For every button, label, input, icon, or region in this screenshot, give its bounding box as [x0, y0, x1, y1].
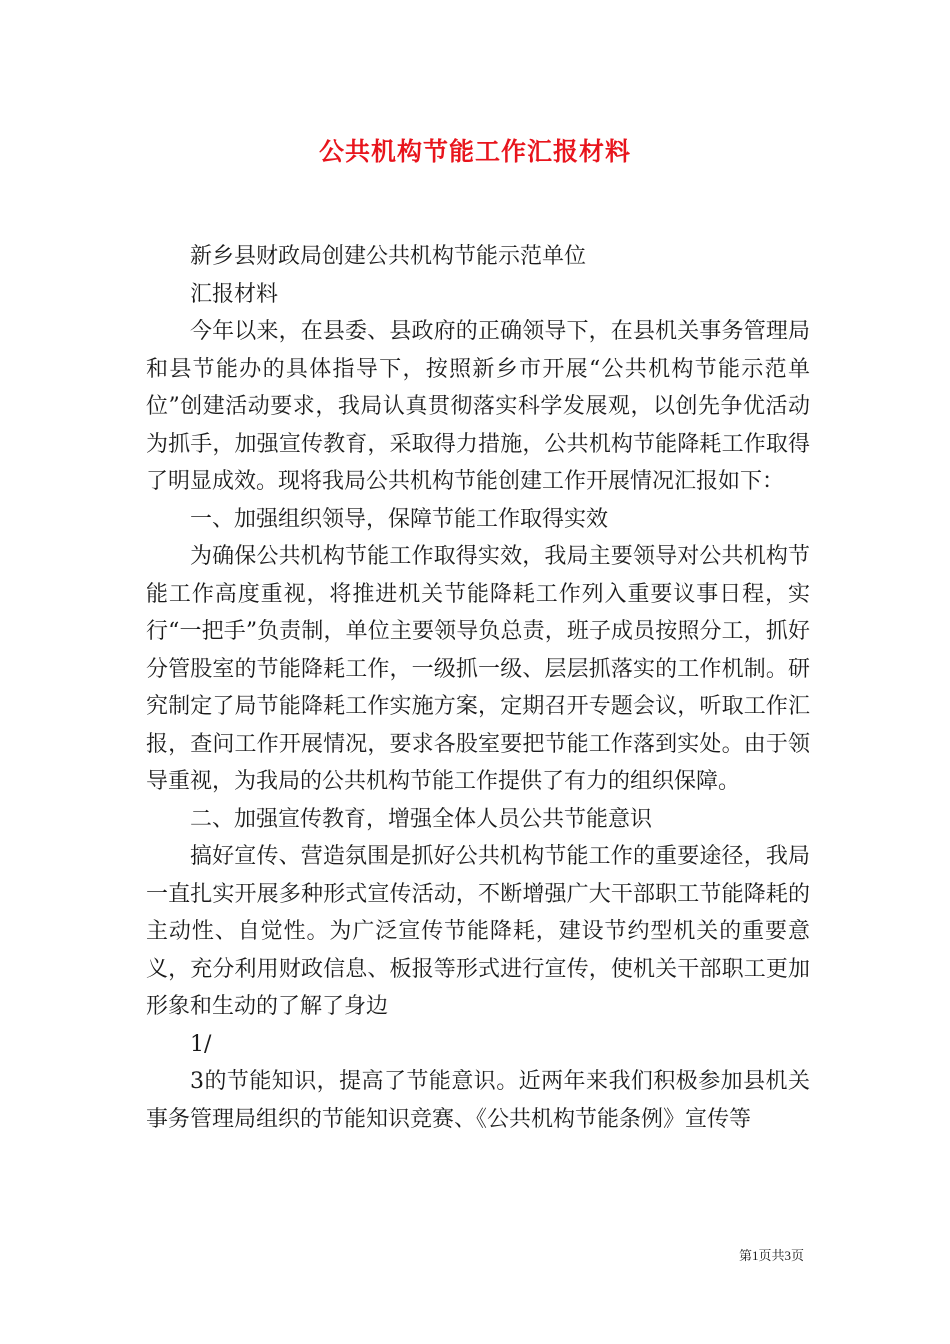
paragraph-section-2: 搞好宣传、营造氛围是抓好公共机构节能工作的重要途径，我局一直扎实开展多种形式宣传活动，不断增强广大干部职工节能降耗的主动性、自觉性。为广泛宣传节能降耗，建设节约型机关的重要意义，充分利用财政信息、板报等形式进行宣传，使机关干部职工更加形象和生动的了解了身边 [146, 844, 810, 1019]
paragraph-subtitle-2: 汇报材料 [190, 281, 279, 307]
paragraph-section-1: 为确保公共机构节能工作取得实效，我局主要领导对公共机构节能工作高度重视，将推进机关节能降耗工作列入重要议事日程，实行“一把手”负责制，单位主要领导负总责，班子成员按照分工，抓好分管股室的节能降耗工作，一级抓一级、层层抓落实的工作机制。研究制定了局节能降耗工作实施方案，定期召开专题会议，听取工作汇报，查问工作开展情况，要求各股室要把节能工作落到实处。由于领导重视，为我局的公共机构节能工作提供了有力的组织保障。 [146, 544, 810, 794]
paragraph-subtitle: 新乡县财政局创建公共机构节能示范单位 [190, 244, 587, 269]
paragraph-intro: 今年以来，在县委、县政府的正确领导下，在县机关事务管理局和县节能办的具体指导下，按照新乡市开展“公共机构节能示范单位”创建活动要求，我局认真贯彻落实科学发展观，以创先争优活动为抓手，加强宣传教育，采取得力措施，公共机构节能降耗工作取得了明显成效。现将我局公共机构节能创建工作开展情况汇报如下： [146, 319, 810, 494]
document-title: 公共机构节能工作汇报材料 [318, 137, 631, 166]
paragraph-continued: 3的节能知识，提高了节能意识。近两年来我们积极参加县机关事务管理局组织的节能知识竞赛、《公共机构节能条例》宣传等 [146, 1069, 810, 1132]
page-footer [739, 1245, 804, 1264]
page-marker: 1/ [190, 1031, 212, 1057]
document-body [146, 238, 810, 1138]
section-heading-1: 一、加强组织领导，保障节能工作取得实效 [190, 506, 609, 532]
page-number-label: 第1页共3页 [738, 1248, 804, 1263]
section-heading-2: 二、加强宣传教育，增强全体人员公共节能意识 [190, 806, 653, 832]
